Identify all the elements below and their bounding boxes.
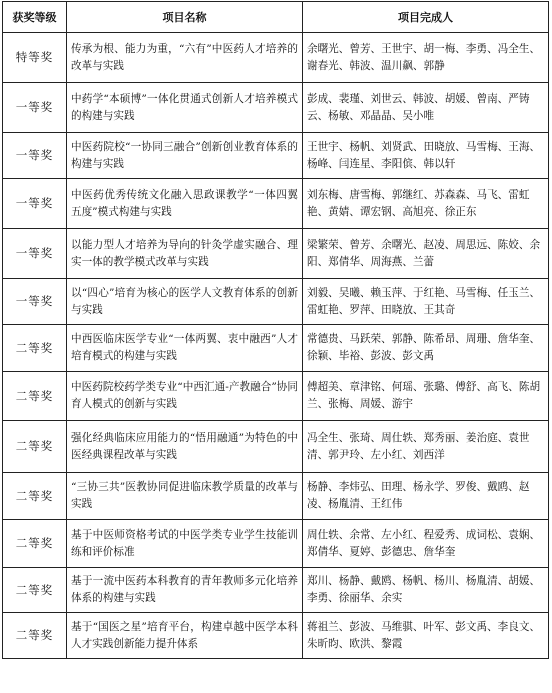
award-level-cell: 二等奖 (3, 372, 67, 421)
award-level-cell: 二等奖 (3, 568, 67, 613)
project-name-cell: 中医药院校“一协同三融合”创新创业教育体系的构建与实践 (67, 133, 303, 179)
header-project-name: 项目名称 (67, 2, 303, 33)
table-row (3, 325, 549, 372)
project-name-cell: 强化经典临床应用能力的“悟用融通”为特色的中医经典课程改革与实践 (67, 421, 303, 473)
project-members-cell: 刘东梅、唐雪梅、郭继红、苏森森、马飞、雷虹艳、黄婧、谭宏钢、高旭亮、徐正东 (303, 179, 549, 229)
award-level-cell: 二等奖 (3, 421, 67, 473)
award-level-cell: 二等奖 (3, 325, 67, 372)
table-row (3, 229, 549, 279)
project-name-cell: 中西医临床医学专业“一体两翼、衷中融西”人才培育模式的构建与实践 (67, 325, 303, 372)
table-row (3, 613, 549, 659)
project-name-cell: 中医药院校药学类专业“中西汇通-产教融合”协同育人模式的创新与实践 (67, 372, 303, 421)
project-name-cell: “三协三共”医教协同促进临床教学质量的改革与实践 (67, 473, 303, 520)
award-table (2, 1, 549, 659)
project-members-cell: 刘毅、吴曦、赖玉萍、于红艳、马雪梅、任玉兰、雷虹艳、罗萍、田晓放、王其奇 (303, 279, 549, 325)
award-level-cell: 一等奖 (3, 279, 67, 325)
table-row (3, 372, 549, 421)
award-level-cell: 二等奖 (3, 473, 67, 520)
project-members-cell: 王世宇、杨帆、刘贤武、田晓放、马雪梅、王海、杨峰、闫连星、李阳傧、韩以轩 (303, 133, 549, 179)
project-name-cell: 基于“国医之星”培育平台，构建卓越中医学本科人才实践创新能力提升体系 (67, 613, 303, 659)
table-row (3, 279, 549, 325)
project-members-cell: 傅超美、章津铭、何瑶、张璐、傅舒、高飞、陈胡兰、张梅、周媛、游宇 (303, 372, 549, 421)
table-row (3, 83, 549, 133)
project-name-cell: 中医药优秀传统文化融入思政课教学“一体四翼五度”模式构建与实践 (67, 179, 303, 229)
award-level-cell: 特等奖 (3, 33, 67, 83)
table-row (3, 421, 549, 473)
project-members-cell: 冯全生、张琦、周仕轶、郑秀丽、姜治庭、袁世清、郭尹玲、左小红、刘西洋 (303, 421, 549, 473)
project-name-cell: 以能力型人才培养为导向的针灸学虚实融合、理实一体的教学模式改革与实践 (67, 229, 303, 279)
project-members-cell: 蒋祖兰、彭波、马维骐、叶军、彭文禹、李良文、朱昕昀、欧洪、黎霞 (303, 613, 549, 659)
table-row (3, 33, 549, 83)
award-level-cell: 二等奖 (3, 520, 67, 568)
project-members-cell: 余曙光、曾芳、王世宇、胡一梅、李勇、冯全生、谢春光、韩波、温川飙、郭静 (303, 33, 549, 83)
project-name-cell: 以“四心”培育为核心的医学人文教育体系的创新与实践 (67, 279, 303, 325)
table-row (3, 568, 549, 613)
project-members-cell: 彭成、裴瑾、刘世云、韩波、胡媛、曾南、严铸云、杨敏、邓晶晶、吴小唯 (303, 83, 549, 133)
award-level-cell: 一等奖 (3, 229, 67, 279)
project-members-cell: 周仕轶、余常、左小红、程爱秀、成词松、袁娴、郑倩华、夏婷、彭德忠、詹华奎 (303, 520, 549, 568)
award-level-cell: 一等奖 (3, 83, 67, 133)
header-project-members: 项目完成人 (303, 2, 549, 33)
project-name-cell: 传承为根、能力为重，“六有”中医药人才培养的改革与实践 (67, 33, 303, 83)
table-row (3, 520, 549, 568)
project-name-cell: 中药学“本硕博”一体化贯通式创新人才培养模式的构建与实践 (67, 83, 303, 133)
table-row (3, 179, 549, 229)
award-level-cell: 二等奖 (3, 613, 67, 659)
award-level-cell: 一等奖 (3, 133, 67, 179)
award-level-cell: 一等奖 (3, 179, 67, 229)
project-members-cell: 杨静、李炜弘、田理、杨永学、罗俊、戴鸥、赵凌、杨胤清、王红伟 (303, 473, 549, 520)
table-row (3, 473, 549, 520)
project-members-cell: 梁繁荣、曾芳、余曙光、赵凌、周思远、陈姣、余阳、郑倩华、周海燕、兰蕾 (303, 229, 549, 279)
project-members-cell: 郑川、杨静、戴鸥、杨帆、杨川、杨胤清、胡媛、李勇、徐丽华、余实 (303, 568, 549, 613)
project-members-cell: 常德贵、马跃荣、郭静、陈希昂、周珊、詹华奎、徐颖、毕裕、彭波、彭文禹 (303, 325, 549, 372)
table-row (3, 133, 549, 179)
project-name-cell: 基于中医师资格考试的中医学类专业学生技能训练和评价标准 (67, 520, 303, 568)
header-award-level: 获奖等级 (3, 2, 67, 33)
project-name-cell: 基于一流中医药本科教育的青年教师多元化培养体系的构建与实践 (67, 568, 303, 613)
table-header-row (3, 2, 549, 33)
